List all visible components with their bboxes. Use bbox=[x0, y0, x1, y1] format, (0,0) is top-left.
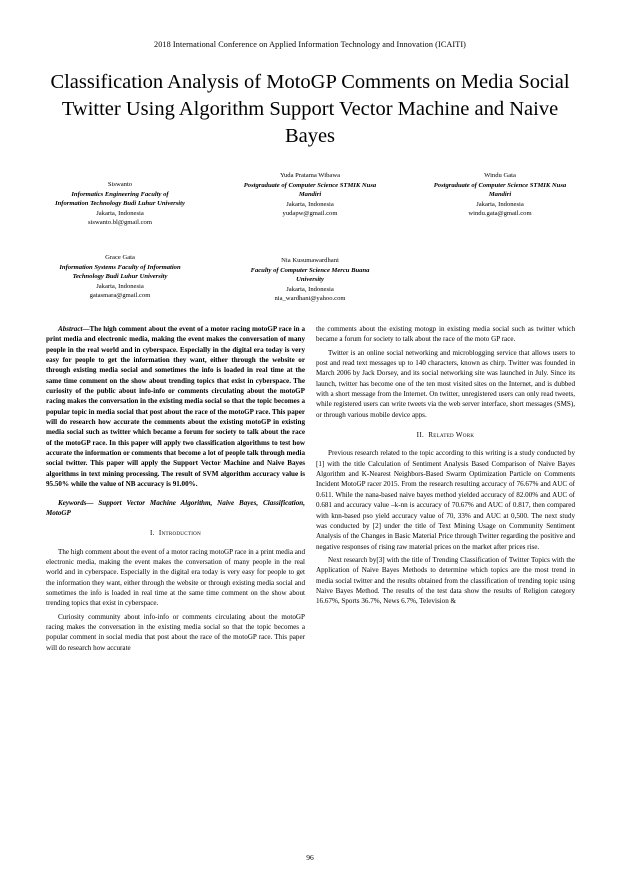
author-name: Windu Gata bbox=[484, 172, 516, 179]
author-name: Grace Gata bbox=[105, 254, 135, 261]
section-number: II. bbox=[416, 431, 425, 440]
section-title: Introduction bbox=[158, 529, 201, 538]
author-name: Yuda Pratama Wibawa bbox=[279, 172, 341, 179]
author-place: Jakarta, Indonesia bbox=[476, 200, 524, 208]
keywords-label: Keywords bbox=[58, 498, 87, 507]
author-affiliation: Information Systems Faculty of Information Technology Budi Luhur University bbox=[59, 263, 181, 281]
section-title: Related Work bbox=[428, 431, 475, 440]
body-paragraph: Twitter is an online social networking and microblogging service that allows users to post and read text messages up to 140 characters, known as chirp. Twitter was founded in March 2006 by Jack Dorsey, and its social networking site was launched in July. Since its launch, twitter has become one of the ten most visited sites on the Internet, and is dubbed with a short message from the Internet. On twitter, unregistered users can only read tweets, while registered users can write tweets via the web server interface, short messages (SMS), or through various mobile device apps. bbox=[316, 348, 575, 419]
author-name: Siswanto bbox=[107, 181, 133, 188]
section-number: I. bbox=[150, 529, 155, 538]
body-paragraph: Previous research related to the topic according to this writing is a study conducted by [1] with the title Calculation of Sentiment Analysis Based Comparison of Naive Bayes Algorithm and K-Nearest Neighbors-Based Swarm Optimization Particle on Comments Incident MotoGP racer 2015. From the research resulting accuracy of 76.67% and AUC of 0.611. While the nana-based naive bayes method yielded accuracy of 82.00% and AUC of 0.681 and accuracy value –k-nn is accuracy of 70.67% and AUC of 0.817, then compared with knn-based pso yield accuracy value of 70, 33% and AUC at 0,500. The next study was conducted by [2] under the title of Text Mining Usage on Community Sentiment Analysis of the Changes in Basic Material Price through Twitter regarding the positive and negative responses of rising raw material prices on the market after prices rise. bbox=[316, 449, 575, 551]
author-place: Jakarta, Indonesia bbox=[286, 285, 334, 293]
author-place: Jakarta, Indonesia bbox=[96, 209, 144, 217]
left-column bbox=[46, 324, 305, 653]
author-affiliation: Faculty of Computer Science Mercu Buana University bbox=[250, 266, 370, 284]
author-place: Jakarta, Indonesia bbox=[286, 200, 334, 208]
abstract-label: Abstract bbox=[58, 325, 83, 333]
author-email: yudapw@gmail.com bbox=[282, 210, 338, 218]
body-paragraph: The high comment about the event of a motor racing motoGP race in a print media and electronic media, making the event makes the conversation of many people in the real world and in cyberspace. Especially in the digital era today is very easy for people to get the information they want, either through the website or through existing media social and sometimes the info is loaded in real time at the same time comment on the show about trending topics that exist in cyberspace. bbox=[46, 547, 305, 608]
paper-title: Classification Analysis of MotoGP Comments on Media Social Twitter Using Algorithm Support Vector Machine and Naive Bayes bbox=[50, 71, 570, 147]
keywords-paragraph bbox=[46, 498, 305, 519]
author-email: nia_wardhani@yahoo.com bbox=[274, 295, 346, 303]
section-heading-introduction bbox=[46, 528, 305, 538]
author-block bbox=[235, 171, 385, 219]
abstract-text: —The high comment about the event of a motor racing motoGP race in a print media and electronic media, making the event makes the conversation of many people in the real world and in cyberspace. Especially in the digital era today is very easy for people to get the information they want, either through the website or through existing media social and sometimes the info is loaded in real time at the same time comment on the show about trending topics that exist in cyberspace. The curiosity of the public about info-info or comments circulating about the motoGP racing makes the conversation in the existing media social so that the topic becomes a popular topic in media social that post about the race of the motoGP race. This paper will do research how accurate the comments about the existing motoGP in existing media social such as twitter which became a forum for society to talk about the race of the motoGP race. In this paper will apply two classification algorithms to test how accurate the information or comments that become a lot of people talk through media social twitter. This paper will apply the Support Vector Machine and Naive Bayes algorithms in text mining processing. The result of SVM algorithm accuracy value is 95.50% while the value of NB accuracy is 91.00%. bbox=[46, 325, 305, 489]
author-block bbox=[240, 256, 380, 304]
right-column bbox=[316, 324, 575, 607]
page-number: 96 bbox=[306, 853, 314, 862]
author-email: siswanto.bl@gmail.com bbox=[88, 219, 152, 227]
author-place: Jakarta, Indonesia bbox=[96, 282, 144, 290]
author-block bbox=[425, 171, 575, 219]
body-paragraph: Next research by[3] with the title of Trending Classification of Twitter Topics with the Application of Naive Bayes Methods to determine which topics are the most trend in media social twitter and the results obtained from the classification of trending topic using Naive Bayes Method. The results of the test data show the results of Religion category 16.67%, Sports 36.7%, News 6.7%, Television & bbox=[316, 555, 575, 606]
author-affiliation: Postgraduate of Computer Science STMIK Nusa Mandiri bbox=[433, 181, 567, 199]
author-email: windu.gata@gmail.com bbox=[468, 210, 532, 218]
author-affiliation: Informatics Engineering Faculty of Information Technology Budi Luhur University bbox=[55, 190, 185, 208]
body-paragraph: the comments about the existing motogp in existing media social such as twitter which became a forum for society to talk about the race of the moto GP race. bbox=[316, 325, 575, 344]
author-block bbox=[55, 180, 185, 228]
author-affiliation: Postgraduate of Computer Science STMIK Nusa Mandiri bbox=[243, 181, 377, 199]
author-email: gatasmara@gmail.com bbox=[89, 292, 151, 300]
body-paragraph: Curiosity community about info-info or comments circulating about the motoGP racing makes the conversation in the existing media social so that the topic becomes a popular comment in social media that post about the race of the motoGP race. This paper will do research how accurate bbox=[46, 612, 305, 652]
keywords-text: — Support Vector Machine Algorithm, Naive Bayes, Classification, MotoGP bbox=[46, 498, 305, 517]
conference-header: 2018 International Conference on Applied Information Technology and Innovation (ICAITI) bbox=[154, 40, 466, 49]
abstract-paragraph bbox=[46, 324, 305, 490]
section-heading-related-work bbox=[316, 430, 575, 440]
author-block bbox=[55, 253, 185, 301]
author-name: Nia Kusumawardhani bbox=[281, 257, 339, 264]
